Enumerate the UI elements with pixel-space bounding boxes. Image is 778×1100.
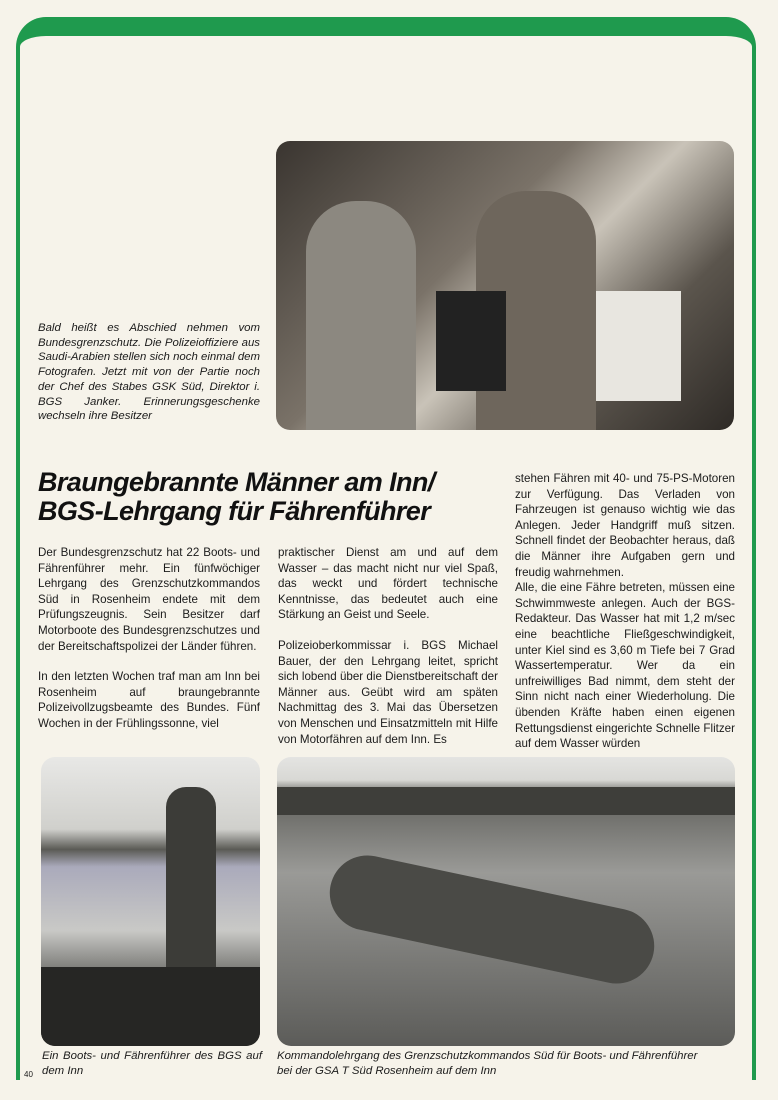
paragraph: Polizeioberkommissar i. BGS Michael Bauer, der den Lehrgang leitet, spricht sich lobend über die Dienstbereitschaft der Männer aus. Geübt wird am späten Nachmittag des 3. Mai das Übersetzen von Menschen und Einsatzmitteln mit Hilfe von Motorfähren auf dem Inn. Es (278, 638, 498, 746)
headline-line-2: BGS-Lehrgang für Fährenführer (38, 496, 431, 526)
page-number: 40 (24, 1070, 33, 1079)
inflatable-boat (323, 849, 661, 991)
paragraph: stehen Fähren mit 40- und 75-PS-Motoren zur Verfügung. Das Verladen von Fahrzeugen ist genauso wichtig wie das Anlegen. Jeder Handgriff muß sitzen. Schnell findet der Beobachter heraus, daß die Männer ihre Aufgaben gern und freudig wahrnehmen. (515, 472, 735, 579)
paragraph: praktischer Dienst am und auf dem Wasser – das macht nicht nur viel Spaß, das weckt und fördert technische Kenntnisse, das bedeutet auch eine Stärkung an Geist und Seele. (278, 546, 498, 622)
article-column-2 (278, 545, 498, 762)
caption-line-1: Kommandolehrgang des Grenzschutzkommandos Süd für Boots- und Fährenführer (277, 1050, 698, 1062)
paragraph: In den letzten Wochen traf man am Inn bei Rosenheim auf braungebrannte Polizeivollzugsbeamte des Bundes. Fünf Wochen in der Frühlingssonne, viel (38, 670, 260, 730)
bottom-right-caption (277, 1049, 747, 1078)
photo-officers-exchange-gifts (276, 141, 734, 430)
article-headline (38, 468, 508, 526)
bottom-left-caption: Ein Boots- und Fährenführer des BGS auf dem Inn (42, 1050, 262, 1077)
caption-line-2: bei der GSA T Süd Rosenheim auf dem Inn (277, 1064, 497, 1077)
green-frame-right (752, 50, 756, 1080)
riverbank-trees (277, 787, 735, 815)
boat-deck (41, 967, 260, 1046)
top-photo-caption: Bald heißt es Abschied nehmen vom Bundesgrenzschutz. Die Polizeioffiziere aus Saudi-Arabien stellen sich noch einmal dem Fotografen. Jetzt mit von der Partie noch der Chef des Stabes GSK Süd, Direktor i. BGS Janker. Erinnerungsgeschenke wechseln ihre Besitzer (38, 322, 260, 423)
figure-officer-left (306, 201, 416, 430)
article-column-3 (515, 471, 735, 752)
framed-gift (436, 291, 506, 391)
paragraph: Alle, die eine Fähre betreten, müssen eine Schwimmweste anlegen. Auch der BGS-Redakteur. Das Wasser hat mit 1,2 m/sec eine beachtliche Fließgeschwindigkeit, unter Kiel sind es 3,60 m Tiefe bei 7 Grad Wassertemperatur. Wer da ein unfreiwilliges Bad nimmt, dem steht der Sinn nicht nach einer Wiederholung. Die übenden Kräfte haben einen eigenen Rettungsdienst eingerichte Schnelle Flitzer auf dem Wasser würden (515, 581, 735, 751)
paragraph: Der Bundesgrenzschutz hat 22 Boots- und Fährenführer mehr. Ein fünfwöchiger Lehrgang des Grenzschutzkommandos Süd in Rosenheim endete mit dem Prüfungszeugnis. Sein Besitzer darf Motorboote des Bundesgrenzschutzes und der Bereitschaftspolizei der Länder führen. (38, 546, 260, 653)
headline-line-1: Braungebrannte Männer am Inn/ (38, 467, 435, 497)
plaque-gift (596, 291, 681, 401)
green-frame-top (16, 17, 756, 57)
article-column-1 (38, 545, 260, 747)
green-frame-left (16, 50, 20, 1080)
photo-inflatable-boat-on-inn (277, 757, 735, 1046)
photo-boat-driver (41, 757, 260, 1046)
